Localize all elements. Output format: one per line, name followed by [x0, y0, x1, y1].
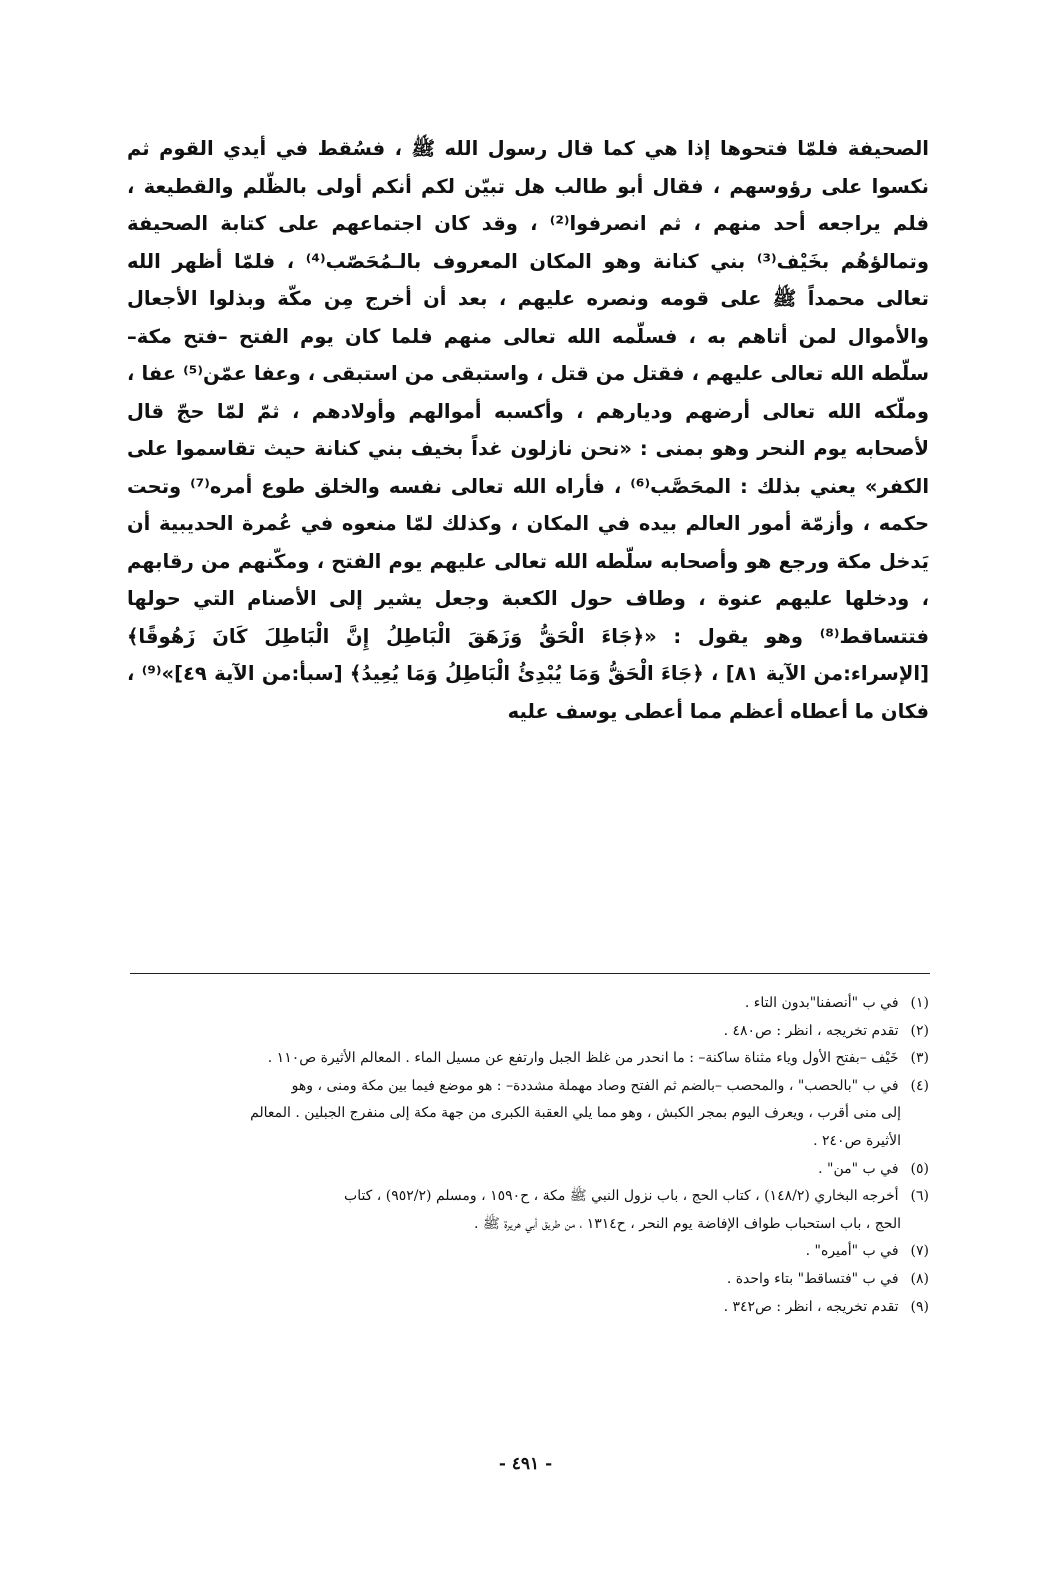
footnote-4: (٤) في ب "بالحصب" ، والمحصب –بالضم ثم الفتح وصاد مهملة مشددة– : هو موضع فيما بين مكة ومنى ، وهو: [291, 1077, 929, 1094]
main-text-block: [127, 130, 929, 730]
footnote-4-continuation: الأثيرة ص٢٤٠ .: [813, 1132, 901, 1149]
footnote-2: (٢) تقدم تخريجه ، انظر : ص٤٨٠ .: [723, 1022, 929, 1039]
footnote-1: (١) في ب "أنصفنا"بدون التاء .: [744, 995, 929, 1011]
footnote-5: (٥) في ب "من" .: [818, 1160, 929, 1177]
footnote-8: (٨) في ب "فتساقط" بتاء واحدة .: [726, 1270, 929, 1287]
footnote-6: (٦) أخرجه البخاري (١٤٨/٢) ، كتاب الحج ، باب نزول النبي ﷺ مكة ، ح١٥٩٠ ، ومسلم (٩٥٢/٢) ، كتاب: [344, 1188, 929, 1205]
footnote-4-continuation: إلى منى أقرب ، ويعرف اليوم بمجر الكبش ، وهو مما يلي العقبة الكبرى من جهة مكة إلى منفرج الجبلين . المعالم: [250, 1105, 901, 1122]
main-paragraph: الصحيفة فلمّا فتحوها إذا هي كما قال رسول الله ﷺ ، فسُقط في أيدي القوم ثم نكسوا على رؤوسهم ، فقال أبو طالب هل تبيّن لكم أنكم أولى بالظّلم والقطيعة ، فلم يراجعه أحد منهم ، ثم انصرفوا⁽²⁾ ، وقد كان اجتماعهم على كتابة الصحيفة وتمالؤهُم بخَيْف⁽³⁾ بني كنانة وهو المكان المعروف بالـمُحَصّب⁽⁴⁾ ، فلمّا أظهر الله تعالى محمداً ﷺ على قومه ونصره عليهم ، بعد أن أخرج مِن مكّة وبذلوا الأجعال والأموال لمن أتاهم به ، فسلّمه الله تعالى منهم فلما كان يوم الفتح –فتح مكة– سلّطه الله تعالى عليهم ، فقتل من قتل ، واستبقى من استبقى ، وعفا عمّن⁽⁵⁾ عفا ، وملّكه الله تعالى أرضهم وديارهم ، وأكسبه أموالهم وأولادهم ، ثمّ لمّا حجّ قال لأصحابه يوم النحر وهو بمنى : «نحن نازلون غداً بخيف بني كنانة حيث تقاسموا على الكفر» يعني بذلك : المحَصَّب⁽⁶⁾ ، فأراه الله تعالى نفسه والخلق طوع أمره⁽⁷⁾ وتحت حكمه ، وأزمّة أمور العالم بيده في المكان ، وكذلك لمّا منعوه في عُمرة الحديبية أن يَدخل مكة ورجع هو وأصحابه سلّطه الله تعالى عليهم يوم الفتح ، ومكّنهم من رقابهم ، ودخلها عليهم عنوة ، وطاف حول الكعبة وجعل يشير إلى الأصنام التي حولها فتتساقط⁽⁸⁾ وهو يقول : «﴿جَاءَ الْحَقُّ وَزَهَقَ الْبَاطِلُ إِنَّ الْبَاطِلَ كَانَ زَهُوقًا﴾ [الإسراء:من الآية ٨١] ، ﴿جَاءَ الْحَقُّ وَمَا يُبْدِئُ الْبَاطِلُ وَمَا يُعِيدُ﴾ [سبأ:من الآية ٤٩]»⁽⁹⁾ ، فكان ما أعطاه أعظم مما أعطى يوسف عليه: [127, 137, 930, 723]
footnote-7: (٧) في ب "أميره" .: [805, 1243, 929, 1260]
footnote-9: (٩) تقدم تخريجه ، انظر : ص٣٤٢ .: [723, 1298, 929, 1315]
footnote-6-continuation: الحج ، باب استحباب طواف الإفاضة يوم النحر ، ح١٣١٤ ، من طريق أبي هريرة ﷺ .: [473, 1215, 901, 1232]
footnotes: [127, 990, 929, 1321]
footnote-separator: [130, 973, 930, 974]
page-number: - ٤٩١ -: [498, 1454, 553, 1474]
footnote-3: (٣) خَيْف –بفتح الأول وياء مثناة ساكنة– : ما انحدر من غلظ الجبل وارتفع عن مسيل الماء . المعالم الأثيرة ص١١٠ .: [267, 1050, 929, 1067]
